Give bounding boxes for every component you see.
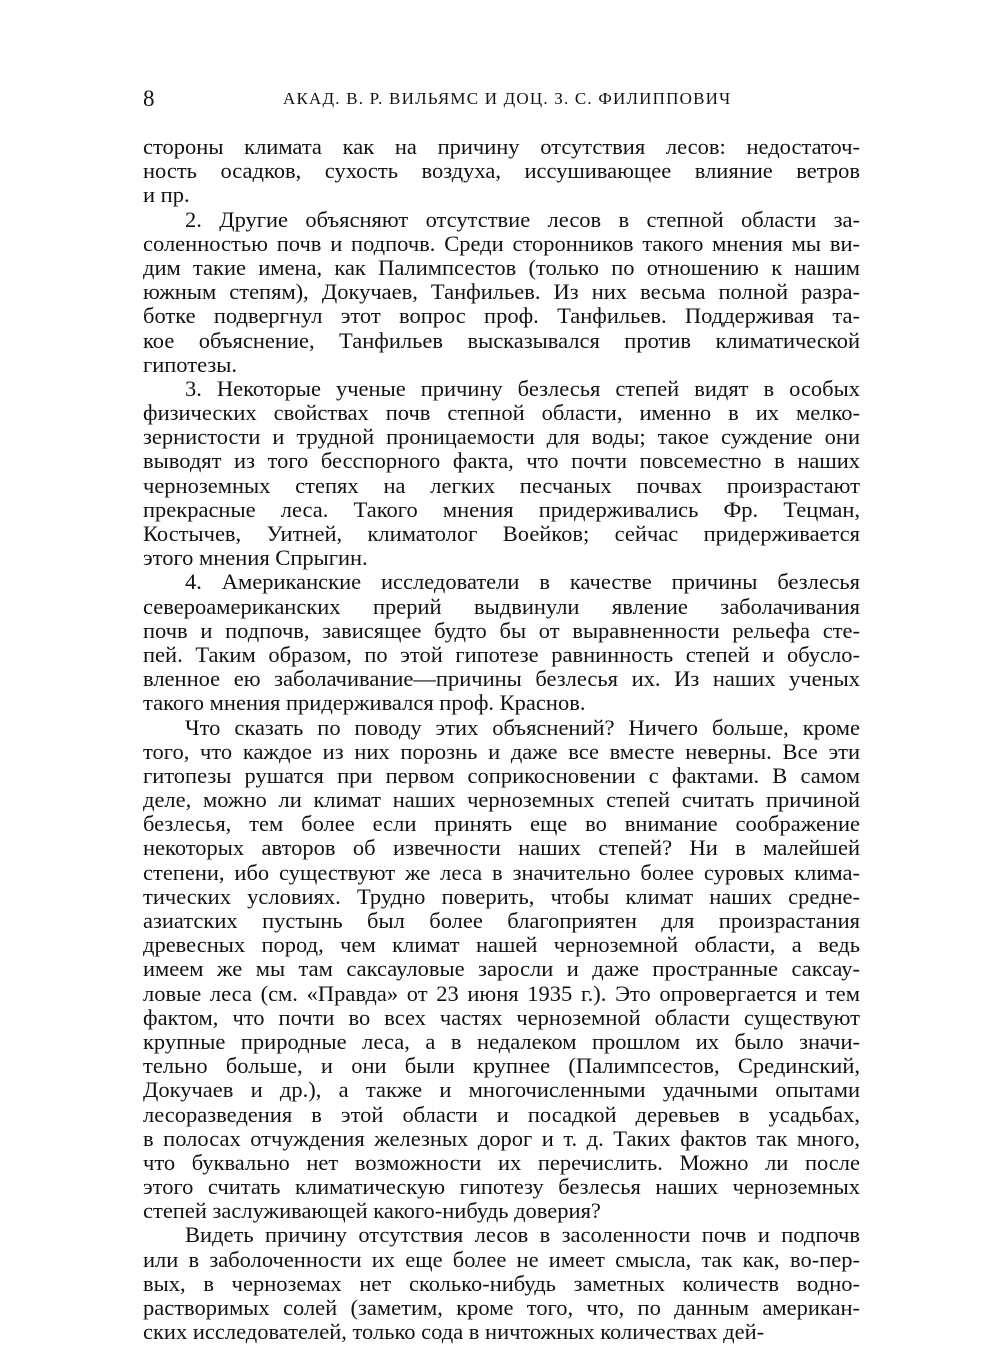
text-line: вых, в черноземах нет сколько-нибудь заметных количеств водно- bbox=[143, 1271, 860, 1296]
text-line: физических свойствах почв степной области, именно в их мелко- bbox=[143, 401, 860, 426]
text-line: стороны климата как на причину отсутствия лесов: недостаточ- bbox=[143, 135, 860, 159]
text-line: этого считать климатическую гипотезу безлесья наших черноземных bbox=[143, 1175, 860, 1200]
text-line: деле, можно ли климат наших черноземных степей считать причиной bbox=[143, 788, 860, 813]
text-line: степени, ибо существуют же леса в значительно более суровых клима- bbox=[143, 860, 860, 885]
text-line: ность осадков, сухость воздуха, иссушивающее влияние ветров bbox=[143, 159, 860, 184]
running-header bbox=[143, 84, 860, 114]
text-line: растворимых солей (заметим, кроме того, что, по данным американ- bbox=[143, 1296, 860, 1320]
text-line: ботке подвергнул этот вопрос проф. Танфильев. Поддерживая та- bbox=[143, 304, 860, 329]
text-line: азиатских пустынь был более благоприятен для произрастания bbox=[143, 909, 860, 933]
text-line: безлесья, тем более если принять еще во внимание соображение bbox=[143, 812, 860, 837]
text-line: фактом, что почти во всех частях черноземной области существуют bbox=[143, 1005, 860, 1030]
text-line: тических условиях. Трудно поверить, чтобы климат наших средне- bbox=[143, 884, 860, 909]
text-line: кое объяснение, Танфильев высказывался против климатической bbox=[143, 328, 860, 353]
text-line: североамериканских прерий выдвинули явление заболачивания bbox=[143, 594, 860, 619]
text-line: степей заслуживающей какого-нибудь доверия? bbox=[143, 1199, 601, 1224]
text-line: Докучаев и др.), а также и многочисленными удачными опытами bbox=[143, 1078, 860, 1103]
text-line: 4. Американские исследователи в качестве причины безлесья bbox=[185, 570, 860, 595]
text-line: этого мнения Спрыгин. bbox=[143, 546, 368, 571]
text-line: Видеть причину отсутствия лесов в засоленности почв и подпочв bbox=[185, 1223, 860, 1248]
text-line: гипотезы. bbox=[143, 352, 237, 377]
text-line: и пр. bbox=[143, 183, 190, 208]
paragraph-3 bbox=[143, 377, 860, 571]
text-line: дим такие имена, как Палимпсестов (только по отношению к нашим bbox=[143, 255, 860, 280]
text-line: пей. Таким образом, по этой гипотезе равнинность степей и обусло- bbox=[143, 642, 860, 667]
text-line: лесоразведения в этой области и посадкой деревьев в усадьбах, bbox=[143, 1102, 860, 1127]
text-line: 2. Другие объясняют отсутствие лесов в степной области за- bbox=[185, 207, 860, 232]
text-line: имеем же мы там саксауловые заросли и даже пространные саксау- bbox=[143, 957, 860, 982]
text-line: древесных пород, чем климат нашей черноземной области, а ведь bbox=[143, 933, 860, 958]
text-line: ловые леса (см. «Правда» от 23 июня 1935 г.). Это опровергается и тем bbox=[143, 981, 860, 1006]
text-line: гитопезы рушатся при первом соприкосновении с фактами. В самом bbox=[143, 763, 860, 788]
body-text bbox=[143, 135, 860, 1344]
text-line: некоторых авторов об извечности наших степей? Ни в малейшей bbox=[143, 836, 860, 861]
text-line: выводят из того бесспорного факта, что почти повсеместно в наших bbox=[143, 449, 860, 474]
text-line: или в заболоченности их еще более не имеет смысла, так как, во-пер- bbox=[143, 1247, 860, 1272]
text-line: почв и подпочв, зависящее будто бы от выравненности рельефа сте- bbox=[143, 618, 860, 643]
paragraph-6 bbox=[143, 1223, 860, 1344]
text-line: такого мнения придерживался проф. Краснов. bbox=[143, 691, 586, 716]
paragraph-4 bbox=[143, 570, 860, 715]
text-line: 3. Некоторые ученые причину безлесья степей видят в особых bbox=[185, 376, 860, 401]
text-line: ских исследователей, только сода в ничтожных количествах дей- bbox=[143, 1320, 765, 1345]
text-line: вленное ею заболачивание—причины безлесья их. Из наших ученых bbox=[143, 667, 860, 692]
text-line: соленностью почв и подпочв. Среди сторонников такого мнения мы ви- bbox=[143, 231, 860, 256]
text-line: прекрасные леса. Такого мнения придерживались Фр. Тецман, bbox=[143, 497, 860, 522]
paragraph-2 bbox=[143, 208, 860, 377]
text-line: что буквально нет возможности их перечислить. Можно ли после bbox=[143, 1150, 860, 1175]
text-line: зернистости и трудной проницаемости для воды; такое суждение они bbox=[143, 425, 860, 450]
text-line: того, что каждое из них порознь и даже все вместе неверны. Все эти bbox=[143, 739, 860, 764]
text-line: Костычев, Уитней, климатолог Воейков; сейчас придерживается bbox=[143, 522, 860, 546]
text-line: тельно больше, и они были крупнее (Палимпсестов, Срединский, bbox=[143, 1054, 860, 1079]
text-line: южным степям), Докучаев, Танфильев. Из них весьма полной разра- bbox=[143, 280, 860, 305]
text-line: крупные природные леса, а в недалеком прошлом их было значи- bbox=[143, 1029, 860, 1054]
paragraph-5 bbox=[143, 716, 860, 1224]
text-line: Что сказать по поводу этих объяснений? Ничего больше, кроме bbox=[185, 715, 860, 740]
page-number: 8 bbox=[143, 86, 155, 111]
text-line: черноземных степях на легких песчаных почвах произрастают bbox=[143, 473, 860, 498]
paragraph-1 bbox=[143, 135, 860, 208]
text-line: в полосах отчуждения железных дорог и т. д. Таких фактов так много, bbox=[143, 1126, 860, 1151]
running-title: АКАД. В. Р. ВИЛЬЯМС И ДОЦ. З. С. ФИЛИППОВИЧ bbox=[283, 89, 732, 108]
